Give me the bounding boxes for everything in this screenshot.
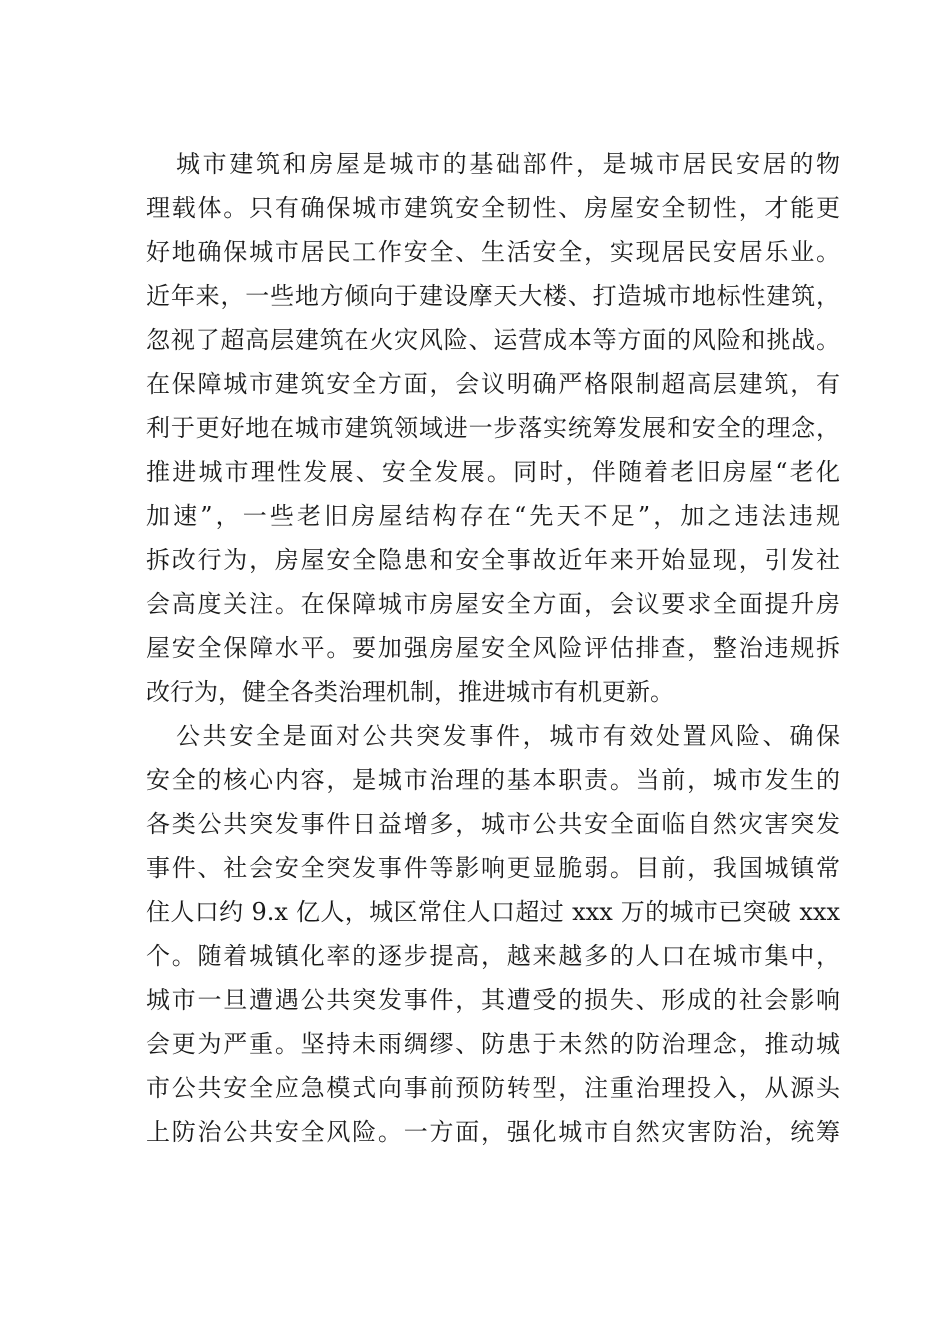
text-line: 市公共安全应急模式向事前预防转型，注重治理投入，从源头 <box>146 1074 840 1102</box>
text-line: 公共安全是面对公共突发事件，城市有效处置风险、确保 <box>176 722 840 750</box>
text-line: 近年来，一些地方倾向于建设摩天大楼、打造城市地标性建筑， <box>146 282 840 310</box>
text-line: 屋安全保障水平。要加强房屋安全风险评估排查，整治违规拆 <box>146 634 840 662</box>
text-line: 事件、社会安全突发事件等影响更显脆弱。目前，我国城镇常 <box>146 854 840 882</box>
text-line: 会更为严重。坚持未雨绸缪、防患于未然的防治理念，推动城 <box>146 1030 840 1058</box>
text-line: 拆改行为，房屋安全隐患和安全事故近年来开始显现，引发社 <box>146 546 840 574</box>
text-line: 理载体。只有确保城市建筑安全韧性、房屋安全韧性，才能更 <box>146 194 840 222</box>
text-line: 加速”，一些老旧房屋结构存在“先天不足”，加之违法违规 <box>146 502 840 530</box>
text-line: 好地确保城市居民工作安全、生活安全，实现居民安居乐业。 <box>146 238 840 266</box>
text-line: 改行为，健全各类治理机制，推进城市有机更新。 <box>146 678 674 706</box>
text-line: 上防治公共安全风险。一方面，强化城市自然灾害防治，统筹 <box>146 1118 840 1146</box>
text-line: 安全的核心内容，是城市治理的基本职责。当前，城市发生的 <box>146 766 840 794</box>
paragraph-1 <box>146 142 840 714</box>
text-line: 城市建筑和房屋是城市的基础部件，是城市居民安居的物 <box>176 150 840 178</box>
text-body <box>146 142 840 1154</box>
text-line: 利于更好地在城市建筑领域进一步落实统筹发展和安全的理念， <box>146 414 840 442</box>
text-line: 个。随着城镇化率的逐步提高，越来越多的人口在城市集中， <box>146 942 840 970</box>
text-line: 会高度关注。在保障城市房屋安全方面，会议要求全面提升房 <box>146 590 840 618</box>
text-line: 忽视了超高层建筑在火灾风险、运营成本等方面的风险和挑战。 <box>146 326 840 354</box>
text-line: 住人口约 9.x 亿人，城区常住人口超过 xxx 万的城市已突破 xxx <box>146 898 840 926</box>
text-line: 各类公共突发事件日益增多，城市公共安全面临自然灾害突发 <box>146 810 840 838</box>
text-line: 城市一旦遭遇公共突发事件，其遭受的损失、形成的社会影响 <box>146 986 840 1014</box>
text-line: 在保障城市建筑安全方面，会议明确严格限制超高层建筑，有 <box>146 370 840 398</box>
text-line: 推进城市理性发展、安全发展。同时，伴随着老旧房屋“老化 <box>146 458 840 486</box>
paragraph-2 <box>146 714 840 1154</box>
